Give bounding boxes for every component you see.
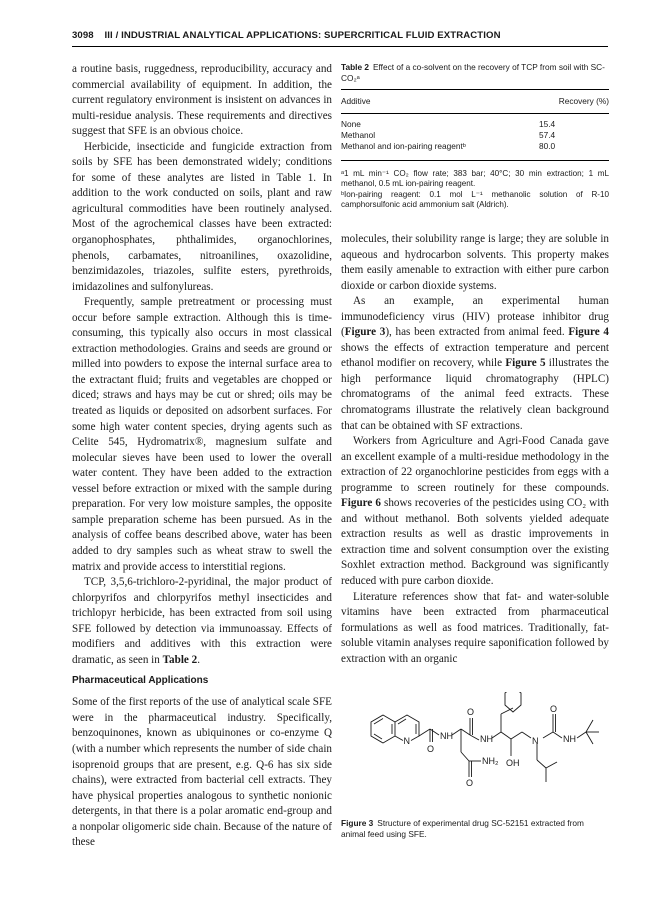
atom-label-nh-2: NH [480, 734, 493, 744]
figure-5-reference[interactable]: Figure 5 [505, 357, 546, 370]
right-p2-text-b: ), has been extracted from animal feed. [385, 326, 569, 339]
atom-label-nh2-amide: NH₂ [482, 756, 499, 766]
running-title: III / INDUSTRIAL ANALYTICAL APPLICATIONS: SUPERCRITICAL FLUID EXTRACTION [104, 30, 501, 41]
atom-label-o-4: O [550, 704, 558, 714]
figure-3-structure [341, 692, 609, 814]
benzyl-ring [505, 692, 521, 712]
figure-3-label: Figure 3 [341, 818, 374, 828]
figure-6-reference[interactable]: Figure 6 [341, 497, 381, 510]
figure-3-caption-text: Structure of experimental drug SC-52151 extracted from animal feed using SFE. [341, 818, 584, 839]
table-top-rule [341, 89, 609, 90]
table-2-label: Table 2 [341, 62, 369, 72]
table-2-caption [341, 62, 609, 84]
table-body [341, 119, 609, 152]
chemical-structure-diagram [341, 692, 609, 814]
left-paragraph-2: Herbicide, insecticide and fungicide extraction from soils by SFE has been demonstrated widely; conditions for some of these analytes are listed in Table 1. In addition to the work conducted on soils, plant and raw agricultural commodities have been routinely analysed. Most of the agrochemical classes have been extracted: organophosphates, phthalimides, organochlorines, phenols, carbamates, nitroanilines, oxazolidine, benzimidazoles, triazoles, sulfite esters, pyrethroids, imidazolines and sulfonylureas. [72, 140, 332, 293]
right-p2-text-c: shows the effects of extraction temperature and percent ethanol modifier on recovery, while [341, 341, 609, 370]
table-cell-recovery: 57.4 [539, 129, 556, 140]
atom-label-nh-1: NH [440, 731, 453, 741]
table-cell-recovery: 15.4 [539, 118, 556, 129]
table-header-row [341, 96, 609, 107]
atom-label-o-2: O [467, 707, 475, 717]
table-2 [341, 62, 609, 211]
right-p2-text-d: illustrates the high performance liquid chromatography (HPLC) chromatograms of the animal feed extracts. These chromatograms illustrate the relatively clean background that can be obtained with SF extractions. [341, 357, 609, 432]
table-header-recovery: Recovery (%) [558, 96, 609, 106]
atom-label-oh: OH [506, 758, 520, 768]
right-paragraph-3 [341, 434, 609, 589]
right-p3-text-b: shows recoveries of the pesticides using CO₂ with and without methanol. Both solvents yielded adequate extraction results as well as drastic improvements in extraction time and solvent consumption over the existing Soxhlet extraction method. Background was significantly reduced with pure carbon dioxide. [341, 497, 609, 588]
atom-label-amine-n: N [532, 736, 539, 746]
quinoline-benzene-ring [371, 715, 395, 743]
table-cell-additive: Methanol [341, 129, 376, 140]
atom-label-o-3: O [466, 778, 474, 788]
right-p3-text-a: Workers from Agriculture and Agri-Food Canada gave an excellent example of a multi-residue methodology in the extraction of 22 organochlorine pesticides from eggs with a programme to screen routinely for these compounds. [341, 435, 609, 494]
table-row [341, 130, 609, 141]
atom-label-o-1: O [427, 744, 435, 754]
table-header-additive: Additive [341, 96, 371, 106]
table-bottom-rule [341, 160, 609, 161]
atom-label-ring-n: N [403, 736, 410, 746]
table-footnote-b: ᵇIon-pairing reagent: 0.1 mol L⁻¹ methanolic solution of R-10 camphorsulfonic acid ammonium salt (Aldrich). [341, 189, 609, 210]
table-2-reference[interactable]: Table 2 [162, 653, 198, 666]
left-column [72, 62, 332, 851]
left-p4-text: TCP, 3,5,6-trichloro-2-pyridinal, the major product of chlorpyrifos and chlorpyrifos methyl insecticides and trichlopyr herbicide, has been extracted from soil using SFE followed by detection via immunoassay. Effects of modifiers and additives with this extraction were dramatic, as seen in [72, 576, 332, 666]
right-paragraph-4: Literature references show that fat- and water-soluble vitamins have been extracted from pharmaceutical formulations as well as food matrices. Traditionally, fat-soluble vitamin analyses require saponification followed by extraction with an organic [341, 590, 609, 665]
left-paragraph-3: Frequently, sample pretreatment or processing must occur before sample extraction. Although this is time-consuming, this typically also occurs in most classical extraction methodologies. Grains and seeds are ground or milled into powders to expose the internal surface area to the extractant fluid; fruits and vegetables are chopped or diced; straws and hays may be cut or shred; oils may be treated as liquids or deposited on adsorbent surfaces. For some high water content species, drying agents such as Celite 545, Hydromatrix®, magnesium sulfate and molecular sieves have been used to lower the overall water content. They have been added to the extraction vessel before extraction or mixed with the sample during preparation. For very low moisture samples, the opposite sample preparation scheme has been pursued. As in the analysis of coffee beans described above, water has been added to dry samples such as wheat straw to swell the matrix and provide access to interstitial regions. [72, 296, 332, 573]
atom-label-nh-3: NH [563, 734, 576, 744]
figure-4-reference[interactable]: Figure 4 [568, 326, 609, 339]
figure-3-caption [341, 818, 609, 840]
right-p2-text-a: As an example, an experimental human immunodeficiency virus (HIV) protease inhibitor drug ( [341, 295, 609, 339]
page-number: 3098 [72, 30, 94, 41]
table-header-rule [341, 113, 609, 114]
header-rule [72, 46, 608, 47]
table-cell-additive: Methanol and ion-pairing reagentᵇ [341, 140, 466, 151]
table-row [341, 141, 609, 152]
right-column [341, 232, 609, 667]
right-paragraph-1: molecules, their solubility range is large; they are soluble in aqueous and hydrocarbon solvents. This property makes them easily amenable to extraction with either pure carbon dioxide or carbon dioxide systems. [341, 233, 609, 292]
table-cell-additive: None [341, 118, 361, 129]
left-paragraph-5: Some of the first reports of the use of analytical scale SFE were in the pharmaceutical industry. Specifically, benzoquinones, known as ubiquinones or co-enzyme Q (with a number which represents the number of side chain isoprenoid groups that are present, e.g. Q-6 has six side chains), were extracted from bacterial cell extracts. They have physical properties analogous to synthetic nonionic detergents, in that there is a polar aromatic end-group and a nonpolar oligomeric side chain. Because of the nature of these [72, 696, 332, 849]
table-footnotes [341, 169, 609, 211]
left-paragraph-4 [72, 575, 332, 668]
table-2-caption-text: Effect of a co-solvent on the recovery of TCP from soil with SC-CO₂ᵃ [341, 62, 605, 83]
table-row [341, 119, 609, 130]
running-header [72, 30, 608, 44]
section-heading-pharmaceutical: Pharmaceutical Applications [72, 675, 209, 687]
figure-3-reference[interactable]: Figure 3 [344, 326, 386, 339]
left-paragraph-1: a routine basis, ruggedness, reproducibility, accuracy and commercial availability of equipment. In addition, the current regulatory environment is insistent on advances in multi-residue analysis. These requirements and directives suggest that SFE is an obvious choice. [72, 63, 332, 138]
table-cell-recovery: 80.0 [539, 140, 556, 151]
right-paragraph-2 [341, 294, 609, 434]
left-p4-end: . [197, 653, 201, 666]
table-footnote-a: ᵃ1 mL min⁻¹ CO₂ flow rate; 383 bar; 40°C; 30 min extraction; 1 mL methanol, 0.5 mL ion-pairing reagent. [341, 168, 609, 189]
